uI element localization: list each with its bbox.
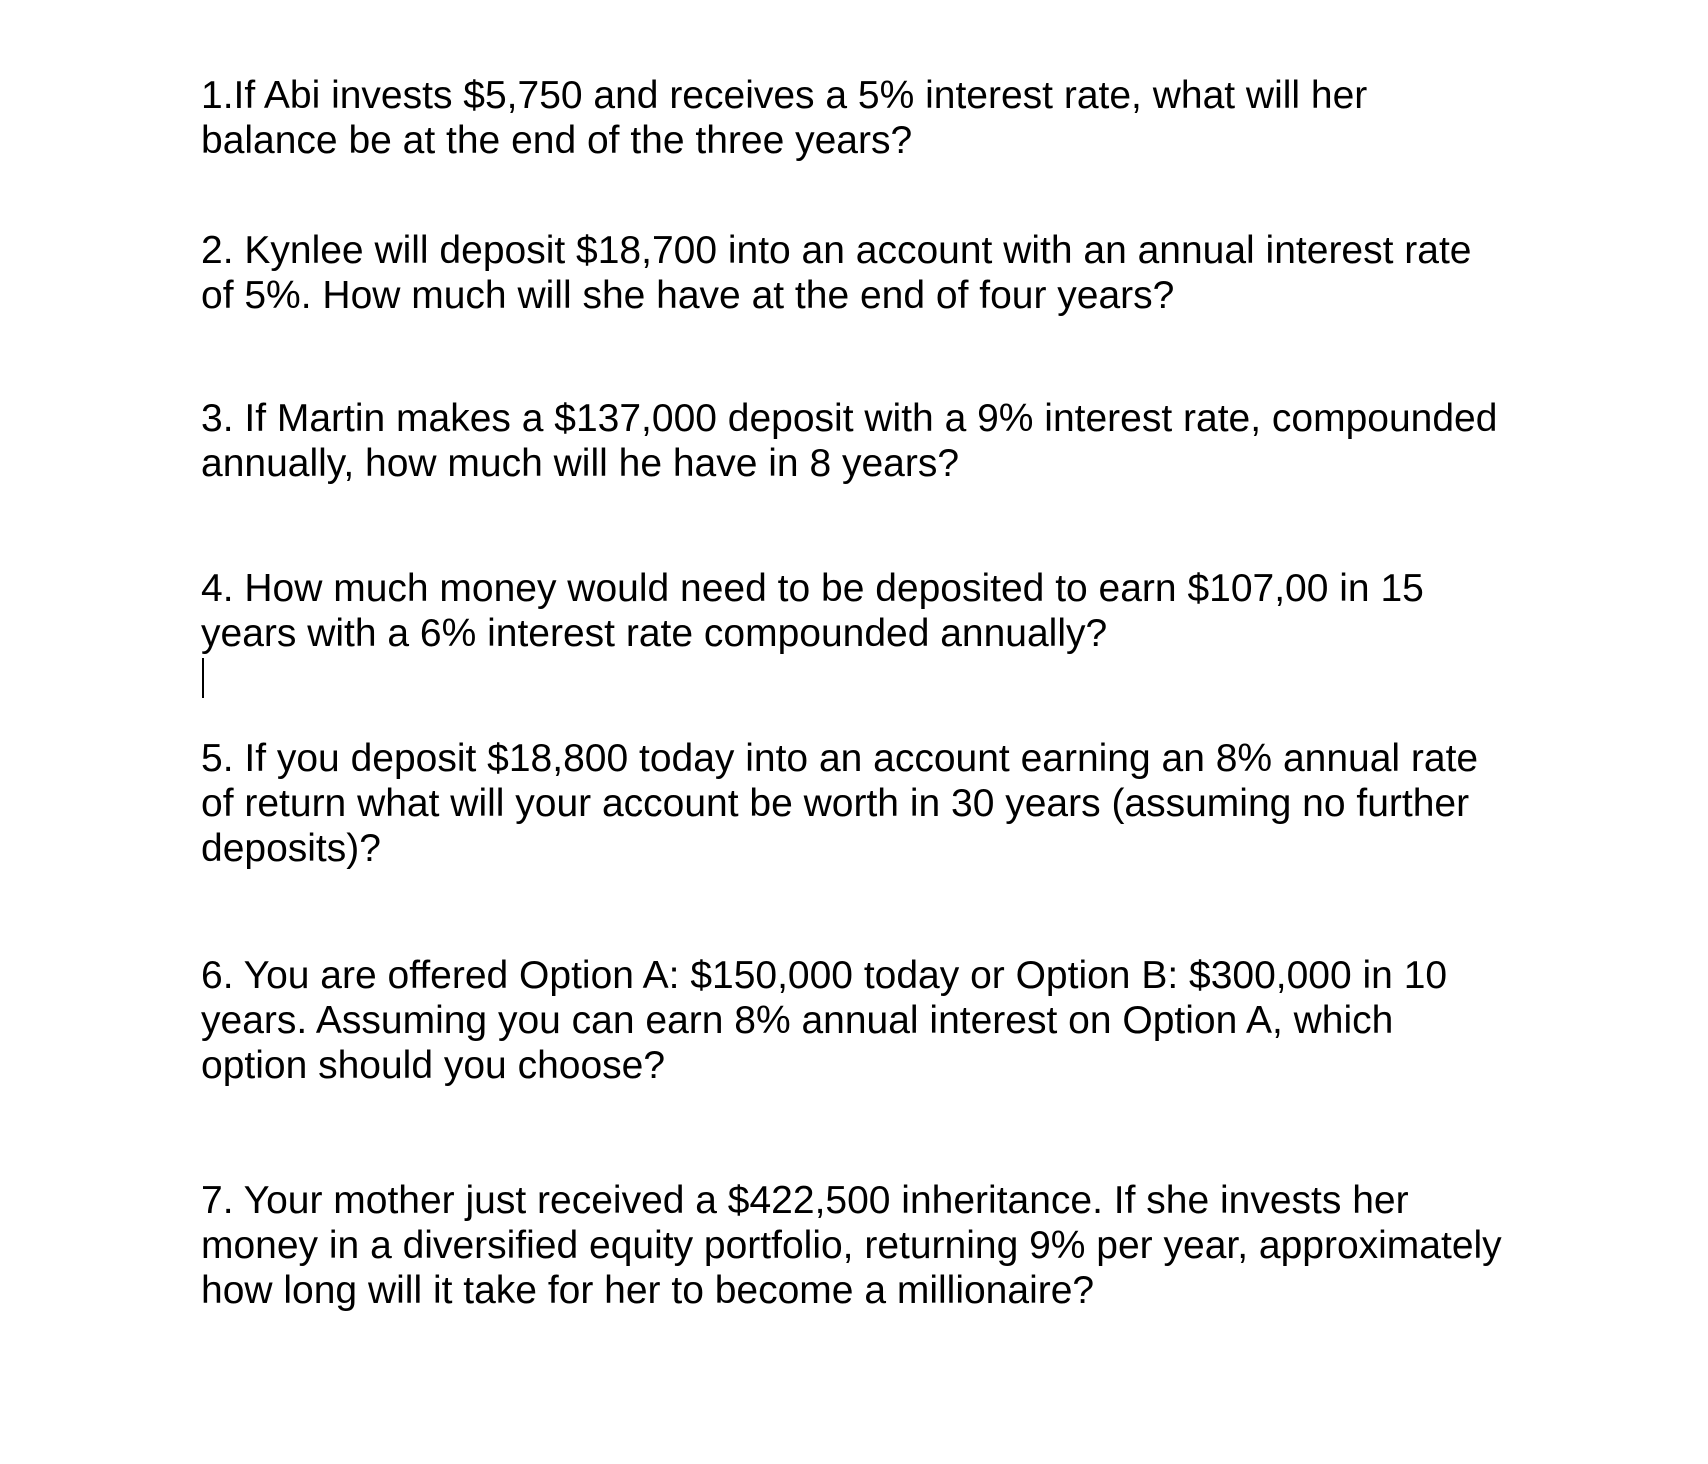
question-2: 2. Kynlee will deposit $18,700 into an account with an annual interest rate of 5%. How much will she have at the end of four years? [201,229,1472,317]
question-3: 3. If Martin makes a $137,000 deposit with a 9% interest rate, compounded annually, how much will he have in 8 years? [201,397,1498,485]
question-6: 6. You are offered Option A: $150,000 today or Option B: $300,000 in 10 years. Assuming you can earn 8% annual interest on Option A, which option should you choose? [201,954,1448,1087]
question-7: 7. Your mother just received a $422,500 inheritance. If she invests her money in a diversified equity portfolio, returning 9% per year, approximately how long will it take for her to become a millionaire? [201,1179,1502,1312]
question-1: 1.If Abi invests $5,750 and receives a 5% interest rate, what will her balance be at the end of the three years? [201,74,1368,162]
question-4: 4. How much money would need to be deposited to earn $107,00 in 15 years with a 6% interest rate compounded annually? [201,567,1424,655]
question-5: 5. If you deposit $18,800 today into an account earning an 8% annual rate of return what will your account be worth in 30 years (assuming no further deposits)? [201,737,1479,870]
text-cursor[interactable] [202,658,204,698]
